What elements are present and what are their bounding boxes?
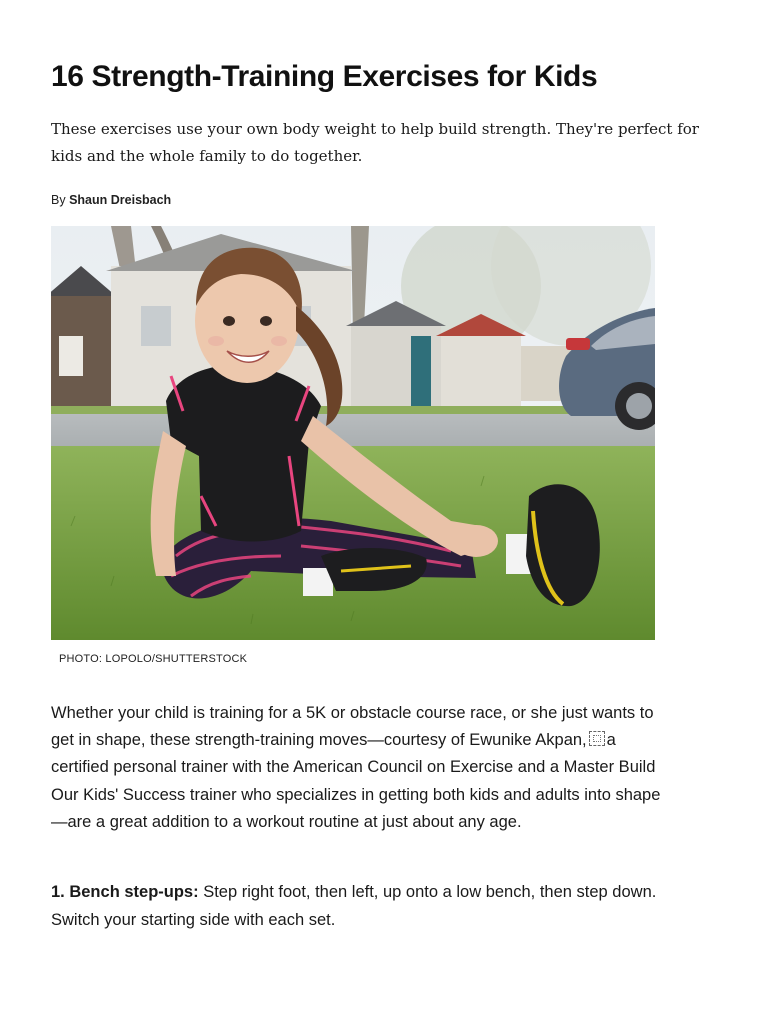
missing-glyph-icon: [589, 731, 605, 746]
hero-photo: [51, 226, 655, 640]
author-link[interactable]: Shaun Dreisbach: [69, 193, 172, 207]
exercise-step-label: 1. Bench step-ups:: [51, 883, 199, 901]
hero-illustration: [51, 226, 655, 640]
exercise-step-text: Step right foot, then left, up onto a low bench, then step down. Switch your starting side with each set.: [51, 883, 657, 929]
photo-credit: PHOTO: LOPOLO/SHUTTERSTOCK: [59, 653, 248, 665]
intro-paragraph: [51, 700, 661, 836]
exercise-step: [51, 878, 661, 934]
byline: [51, 193, 171, 207]
article-dek: These exercises use your own body weight to help build strength. They're perfect for kids and the whole family to do together.: [51, 120, 699, 165]
article-title: 16 Strength-Training Exercises for Kids: [51, 60, 598, 93]
intro-text-start: Whether your child is training for a 5K or obstacle course race, or she just wants to get in shape, these strength-training moves—courtesy of Ewunike Akpan,: [51, 704, 654, 750]
byline-prefix: By: [51, 193, 66, 207]
intro-text-end: a certified personal trainer with the American Council on Exercise and a Master Build Our Kids' Success trainer who specializes in getting both kids and adults into shape—are a great addition to a workout routine at just about any age.: [51, 731, 661, 831]
